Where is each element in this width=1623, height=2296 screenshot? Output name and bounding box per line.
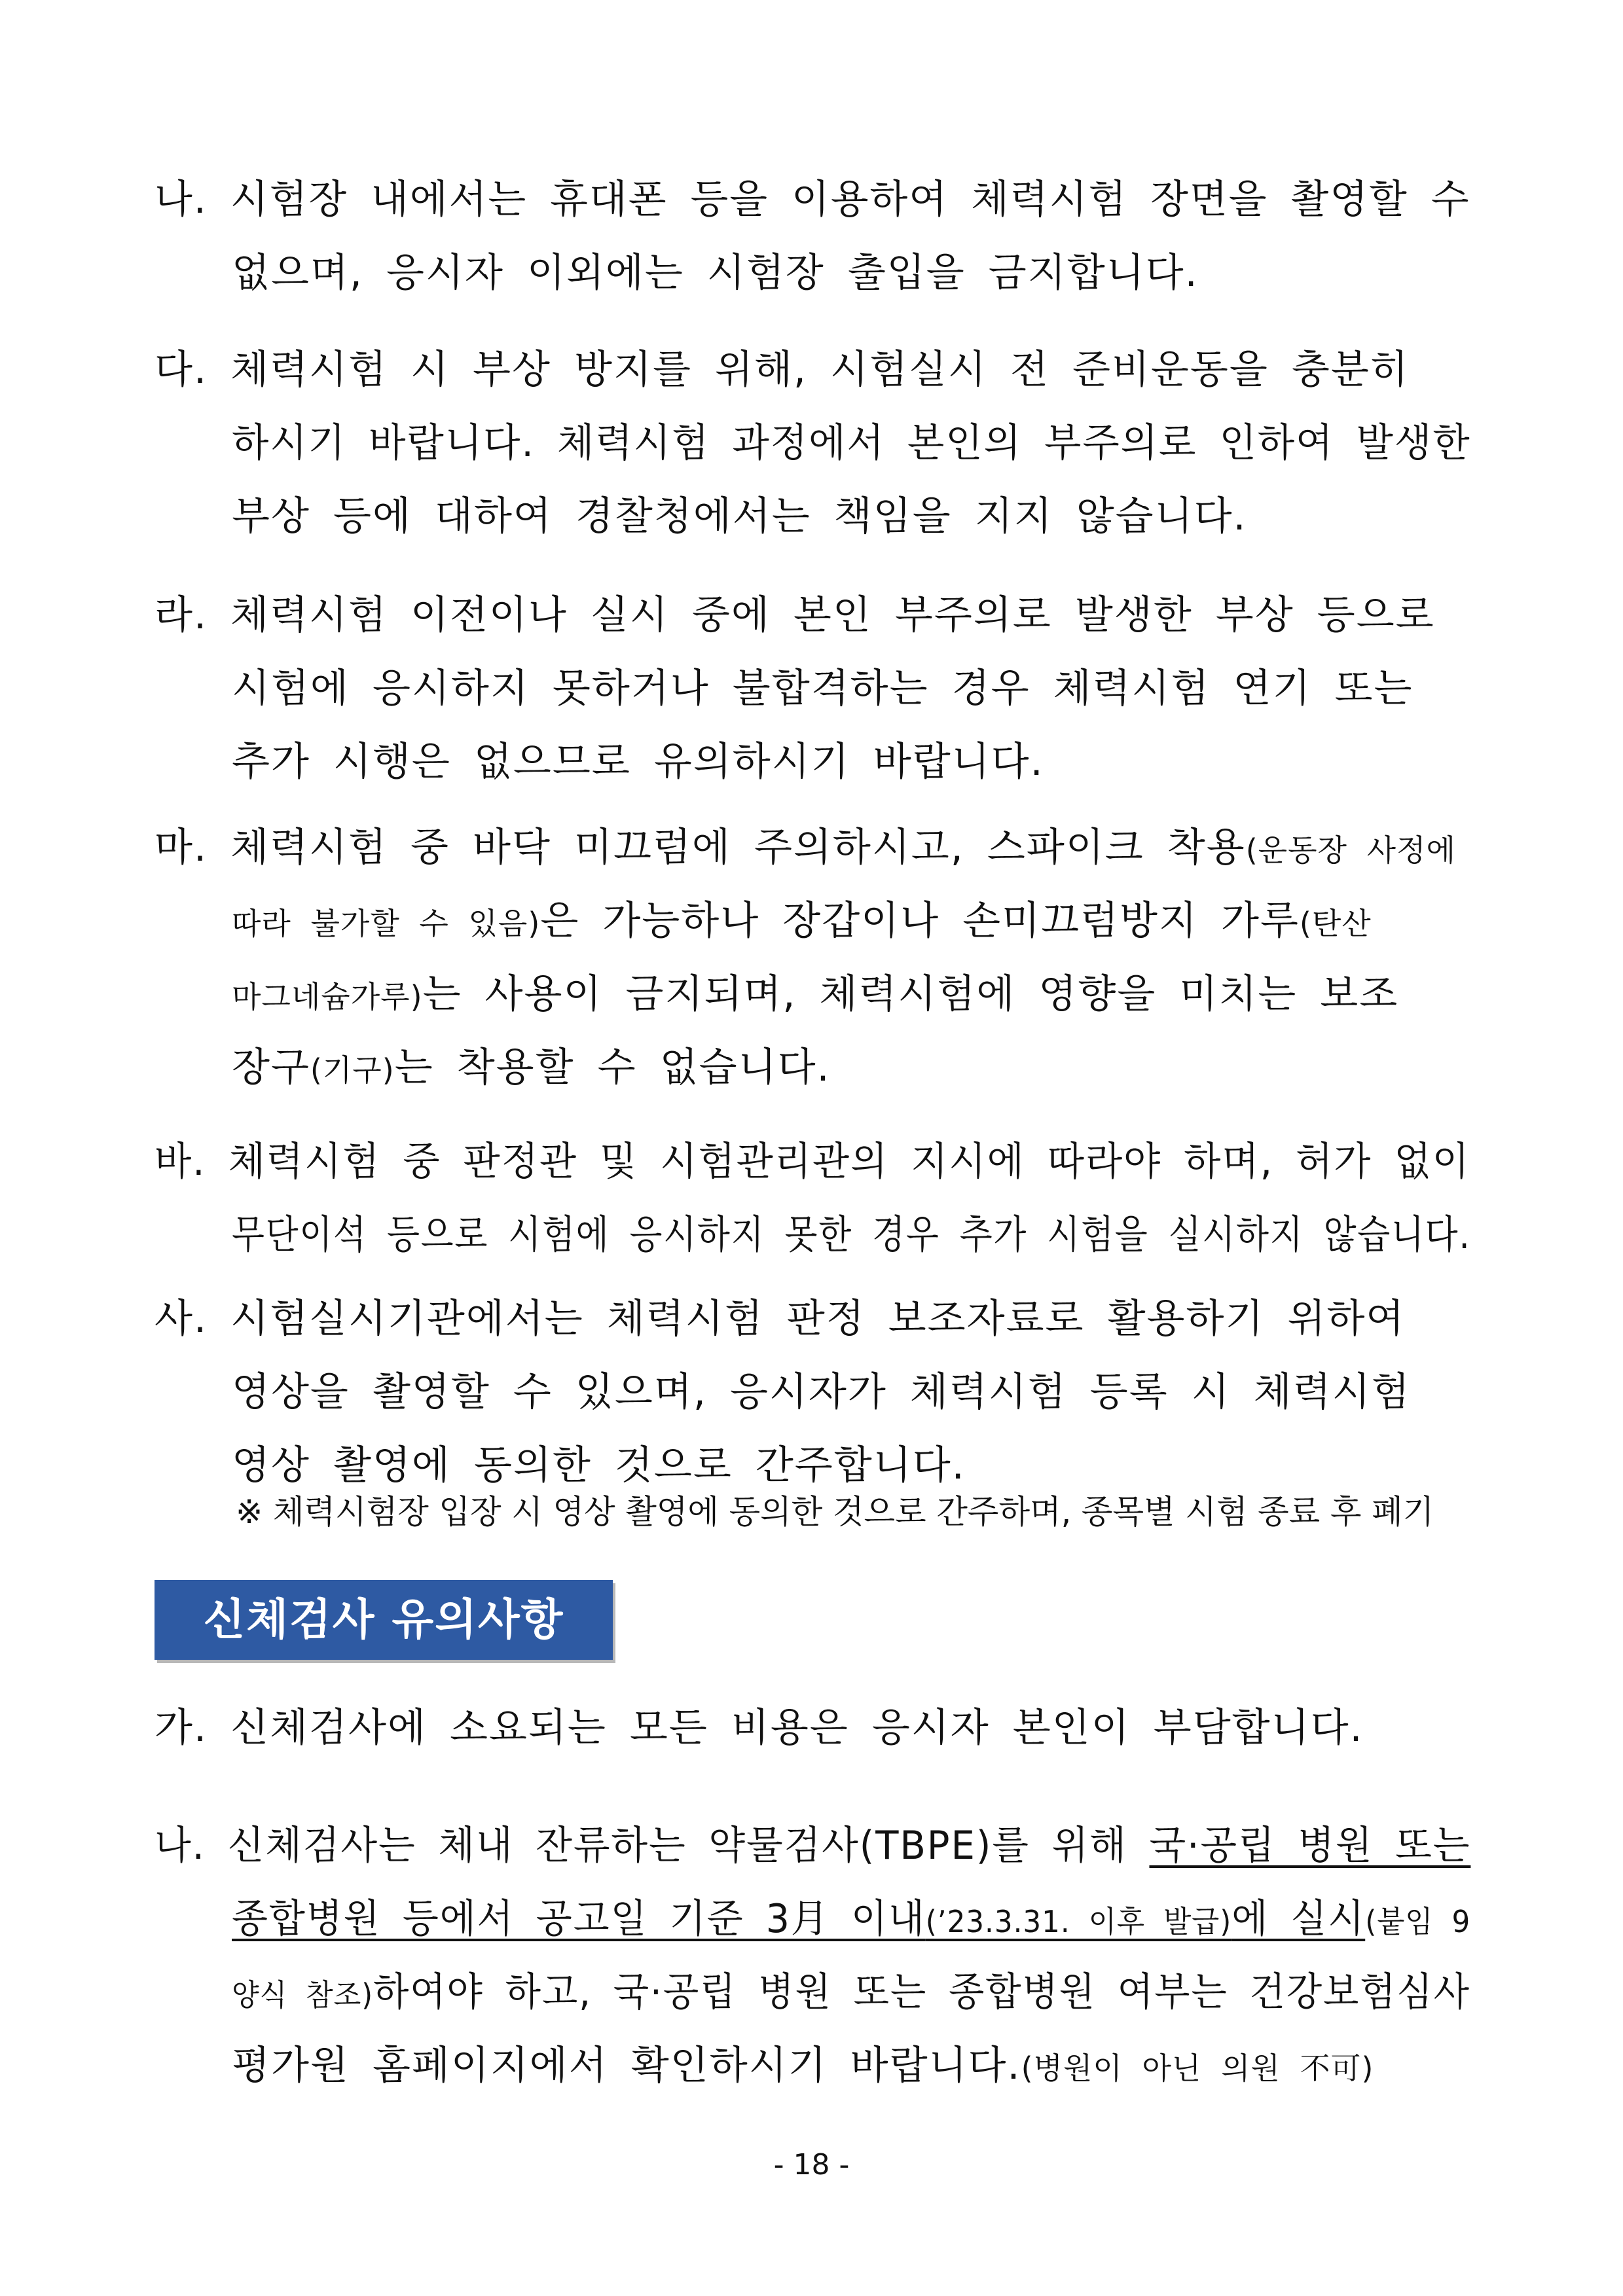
text-segment: 장구 — [232, 1045, 310, 1090]
text-line — [155, 1702, 1364, 1754]
text-line — [232, 662, 1413, 715]
text-line — [232, 1893, 1470, 1948]
text-segment: 하여야 하고, 국·공립 병원 또는 종합병원 여부는 건강보험심사 — [373, 1969, 1470, 2015]
text-line — [155, 1293, 1405, 1345]
text-segment: 사. 시험실시기관에서는 체력시험 판정 보조자료로 활용하기 위하여 — [155, 1296, 1406, 1342]
text-line — [155, 589, 1435, 641]
text-segment: 양식 참조) — [232, 1977, 374, 2013]
section-title: 신체검사 유의사항 — [155, 1580, 613, 1660]
text-segment: (붙임 9 — [1365, 1904, 1471, 1939]
text-segment: 하시기 바랍니다. 체력시험 과정에서 본인의 부주의로 인하여 발생한 — [232, 420, 1471, 466]
text-line — [232, 1966, 1470, 2021]
text-segment: 나. 신체검사는 체내 잔류하는 약물검사(TBPE)를 위해 — [155, 1823, 1150, 1869]
text-segment: 없으며, 응시자 이외에는 시험장 출입을 금지합니다. — [232, 250, 1199, 296]
text-segment: 평가원 홈페이지에서 확인하시기 바랍니다. — [232, 2043, 1021, 2089]
text-line — [155, 821, 1456, 876]
text-segment: 추가 시행은 없으므로 유의하시기 바랍니다. — [232, 739, 1044, 785]
text-line — [155, 1820, 1470, 1872]
text-segment: 영상을 촬영할 수 있으며, 응시자가 체력시험 등록 시 체력시험 — [232, 1369, 1411, 1415]
text-segment: 영상 촬영에 동의한 것으로 간주합니다. — [232, 1443, 966, 1488]
text-segment: 나. 시험장 내에서는 휴대폰 등을 이용하여 체력시험 장면을 촬영할 수 — [155, 177, 1470, 223]
text-line — [232, 895, 1372, 950]
text-segment: 마그네슘가루) — [232, 979, 423, 1014]
footnote: ※ 체력시험장 입장 시 영상 촬영에 동의한 것으로 간주하며, 종목별 시험 종료 후 폐기 — [236, 1493, 1434, 1531]
text-line — [232, 417, 1471, 469]
text-segment: 시험에 응시하지 못하거나 불합격하는 경우 체력시험 연기 또는 — [232, 666, 1413, 711]
text-line — [232, 1366, 1411, 1418]
text-line — [155, 1136, 1470, 1188]
text-segment: (기구) — [310, 1052, 395, 1088]
text-segment: (탄산 — [1299, 906, 1372, 941]
text-line — [155, 344, 1410, 396]
text-line — [232, 1041, 831, 1096]
text-line — [232, 2039, 1374, 2094]
text-segment: 부상 등에 대하여 경찰청에서는 책임을 지지 않습니다. — [232, 493, 1247, 539]
text-segment: (’23.3.31. 이후 발급) — [925, 1904, 1232, 1939]
text-line — [232, 490, 1247, 543]
text-segment: 는 사용이 금지되며, 체력시험에 영향을 미치는 보조 — [422, 971, 1399, 1017]
text-line — [232, 968, 1398, 1023]
text-segment: 국·공립 병원 또는 — [1149, 1823, 1471, 1869]
text-line — [155, 173, 1470, 226]
text-segment: 따라 불가할 수 있음) — [232, 906, 541, 941]
text-segment: 다. 체력시험 시 부상 방지를 위해, 시험실시 전 준비운동을 충분히 — [155, 347, 1410, 393]
text-segment: 가. 신체검사에 소요되는 모든 비용은 응시자 본인이 부담합니다. — [155, 1705, 1364, 1751]
text-segment: 바. 체력시험 중 판정관 및 시험관리관의 지시에 따라야 하며, 허가 없이 — [155, 1139, 1470, 1185]
text-segment: 마. 체력시험 중 바닥 미끄럼에 주의하시고, 스파이크 착용 — [155, 825, 1246, 870]
text-line — [232, 736, 1044, 788]
text-segment: 는 착용할 수 없습니다. — [394, 1045, 831, 1090]
text-segment: 종합병원 등에서 공고일 기준 3月 이내 — [232, 1896, 926, 1942]
text-line — [232, 1439, 966, 1492]
page-number: - 18 - — [773, 2148, 850, 2181]
text-segment: (운동장 사정에 — [1245, 833, 1456, 868]
text-line — [232, 1209, 1471, 1261]
text-segment: (병원이 아닌 의원 不可) — [1021, 2051, 1374, 2086]
text-segment: 라. 체력시험 이전이나 실시 중에 본인 부주의로 발생한 부상 등으로 — [155, 592, 1435, 638]
text-segment: 은 가능하나 장갑이나 손미끄럼방지 가루 — [540, 898, 1300, 944]
text-line — [232, 247, 1199, 299]
text-segment: 에 실시 — [1231, 1896, 1366, 1942]
text-segment: 무단이석 등으로 시험에 응시하지 못한 경우 추가 시험을 실시하지 않습니다. — [232, 1212, 1471, 1258]
